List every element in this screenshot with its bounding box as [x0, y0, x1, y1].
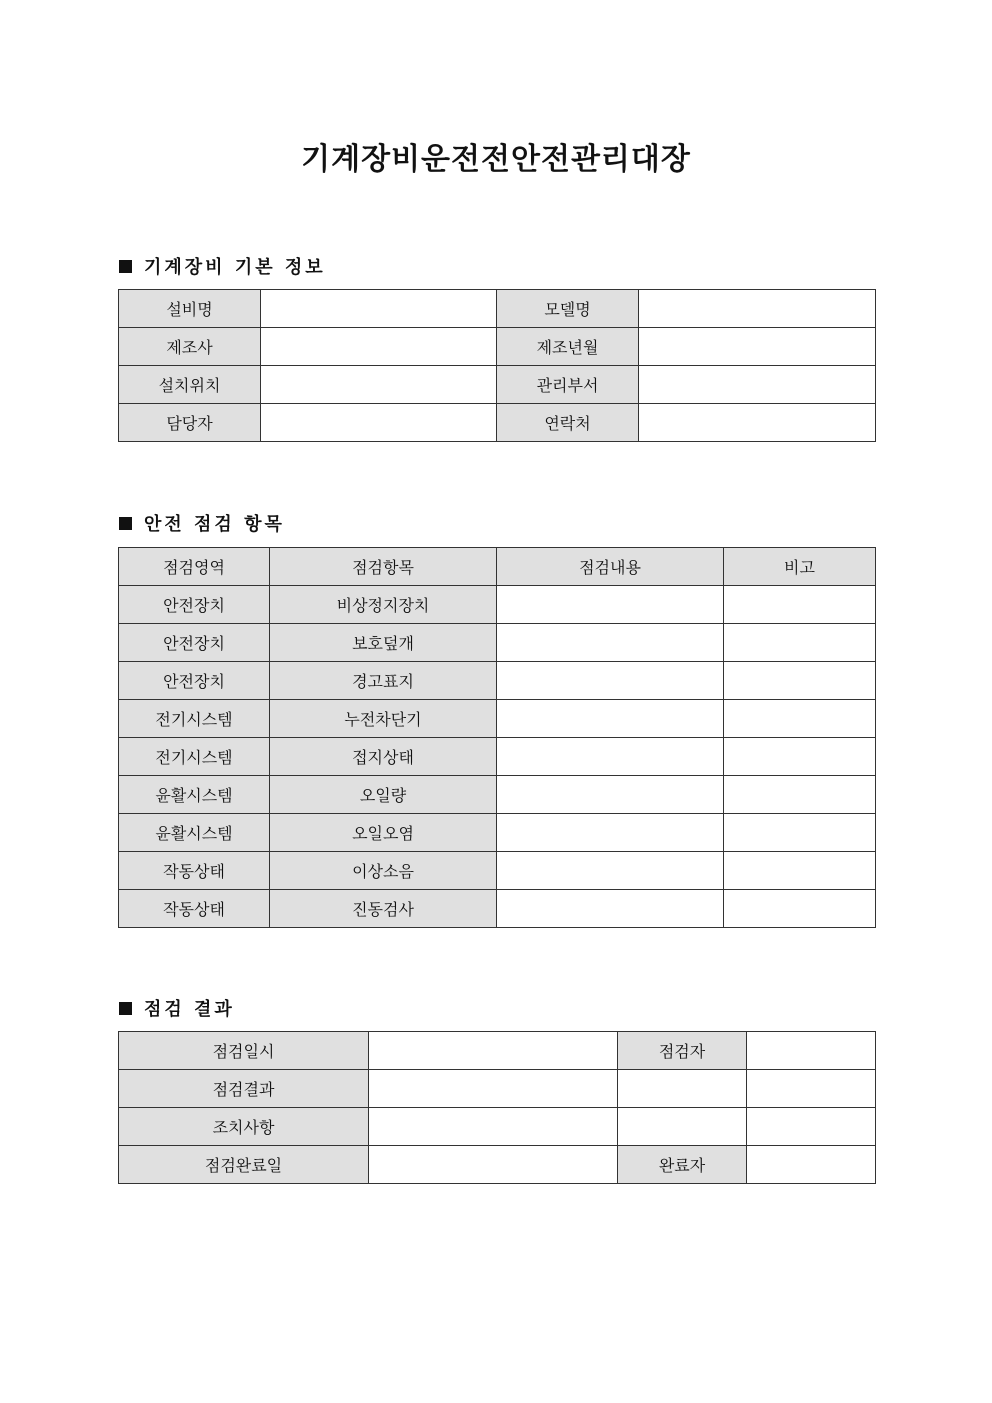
check-area-cell: 전기시스템: [119, 700, 270, 738]
check-content-field[interactable]: [497, 662, 724, 700]
check-item-cell: 경고표지: [270, 662, 497, 700]
table-row: [119, 700, 876, 738]
table-row: [119, 776, 876, 814]
section-heading-results: [119, 995, 235, 1021]
check-area-cell: 안전장치: [119, 662, 270, 700]
note-field[interactable]: [724, 890, 876, 928]
check-item-cell: 보호덮개: [270, 624, 497, 662]
table-row: [119, 852, 876, 890]
section-heading-label: 점검 결과: [144, 999, 235, 1020]
action-taken-field[interactable]: [369, 1108, 618, 1146]
field-label: 점검완료일: [119, 1146, 369, 1184]
document-title: 기계장비운전전안전관리대장: [301, 142, 691, 177]
table-row: [119, 1070, 876, 1108]
check-item-cell: 접지상태: [270, 738, 497, 776]
field-label: 담당자: [119, 404, 261, 442]
completed-by-field[interactable]: [747, 1146, 876, 1184]
install-location-field[interactable]: [261, 366, 497, 404]
field-label: 점검일시: [119, 1032, 369, 1070]
note-field[interactable]: [724, 852, 876, 890]
section-heading-safety-items: [119, 510, 285, 536]
note-field[interactable]: [724, 662, 876, 700]
check-area-cell: 작동상태: [119, 890, 270, 928]
safety-check-table: [118, 547, 876, 928]
note-field[interactable]: [724, 700, 876, 738]
table-row: [119, 1032, 876, 1070]
check-item-cell: 오일오염: [270, 814, 497, 852]
check-item-cell: 진동검사: [270, 890, 497, 928]
table-row: [119, 1146, 876, 1184]
table-row: [119, 890, 876, 928]
column-header: 비고: [724, 548, 876, 586]
check-item-cell: 오일량: [270, 776, 497, 814]
column-header: 점검항목: [270, 548, 497, 586]
field-label: 제조사: [119, 328, 261, 366]
table-row: [119, 738, 876, 776]
check-content-field[interactable]: [497, 586, 724, 624]
check-content-field[interactable]: [497, 738, 724, 776]
manufacture-date-field[interactable]: [639, 328, 876, 366]
check-area-cell: 안전장치: [119, 586, 270, 624]
field-label: 설비명: [119, 290, 261, 328]
check-content-field[interactable]: [497, 814, 724, 852]
inspection-result-field[interactable]: [369, 1070, 618, 1108]
field-label: 점검결과: [119, 1070, 369, 1108]
note-field[interactable]: [724, 814, 876, 852]
blank-cell[interactable]: [747, 1070, 876, 1108]
section-heading-basic-info: [119, 253, 326, 279]
column-header: 점검영역: [119, 548, 270, 586]
check-item-cell: 이상소음: [270, 852, 497, 890]
check-content-field[interactable]: [497, 890, 724, 928]
square-bullet-icon: [119, 260, 132, 273]
field-label: 점검자: [618, 1032, 747, 1070]
field-label: 설치위치: [119, 366, 261, 404]
check-area-cell: 윤활시스템: [119, 776, 270, 814]
section-heading-label: 안전 점검 항목: [144, 514, 285, 535]
field-label: 연락처: [497, 404, 639, 442]
department-field[interactable]: [639, 366, 876, 404]
note-field[interactable]: [724, 586, 876, 624]
check-item-cell: 누전차단기: [270, 700, 497, 738]
column-header: 점검내용: [497, 548, 724, 586]
field-label: 조치사항: [119, 1108, 369, 1146]
note-field[interactable]: [724, 738, 876, 776]
table-row: [119, 366, 876, 404]
table-row: [119, 290, 876, 328]
check-item-cell: 비상정지장치: [270, 586, 497, 624]
blank-cell[interactable]: [618, 1070, 747, 1108]
manufacturer-field[interactable]: [261, 328, 497, 366]
field-label: 모델명: [497, 290, 639, 328]
table-header-row: [119, 548, 876, 586]
table-row: [119, 586, 876, 624]
contact-field[interactable]: [639, 404, 876, 442]
field-label: 관리부서: [497, 366, 639, 404]
check-content-field[interactable]: [497, 776, 724, 814]
table-row: [119, 662, 876, 700]
table-row: [119, 404, 876, 442]
field-label: 제조년월: [497, 328, 639, 366]
table-row: [119, 814, 876, 852]
manager-field[interactable]: [261, 404, 497, 442]
blank-cell[interactable]: [747, 1108, 876, 1146]
inspection-datetime-field[interactable]: [369, 1032, 618, 1070]
table-row: [119, 624, 876, 662]
square-bullet-icon: [119, 1002, 132, 1015]
field-label: 완료자: [618, 1146, 747, 1184]
completion-date-field[interactable]: [369, 1146, 618, 1184]
inspector-field[interactable]: [747, 1032, 876, 1070]
check-content-field[interactable]: [497, 700, 724, 738]
inspection-result-table: [118, 1031, 876, 1184]
table-row: [119, 1108, 876, 1146]
check-area-cell: 전기시스템: [119, 738, 270, 776]
basic-info-table: [118, 289, 876, 442]
blank-cell[interactable]: [618, 1108, 747, 1146]
check-area-cell: 안전장치: [119, 624, 270, 662]
section-heading-label: 기계장비 기본 정보: [144, 257, 326, 278]
check-area-cell: 작동상태: [119, 852, 270, 890]
equipment-name-field[interactable]: [261, 290, 497, 328]
check-area-cell: 윤활시스템: [119, 814, 270, 852]
note-field[interactable]: [724, 776, 876, 814]
square-bullet-icon: [119, 517, 132, 530]
note-field[interactable]: [724, 624, 876, 662]
table-row: [119, 328, 876, 366]
model-name-field[interactable]: [639, 290, 876, 328]
check-content-field[interactable]: [497, 624, 724, 662]
check-content-field[interactable]: [497, 852, 724, 890]
